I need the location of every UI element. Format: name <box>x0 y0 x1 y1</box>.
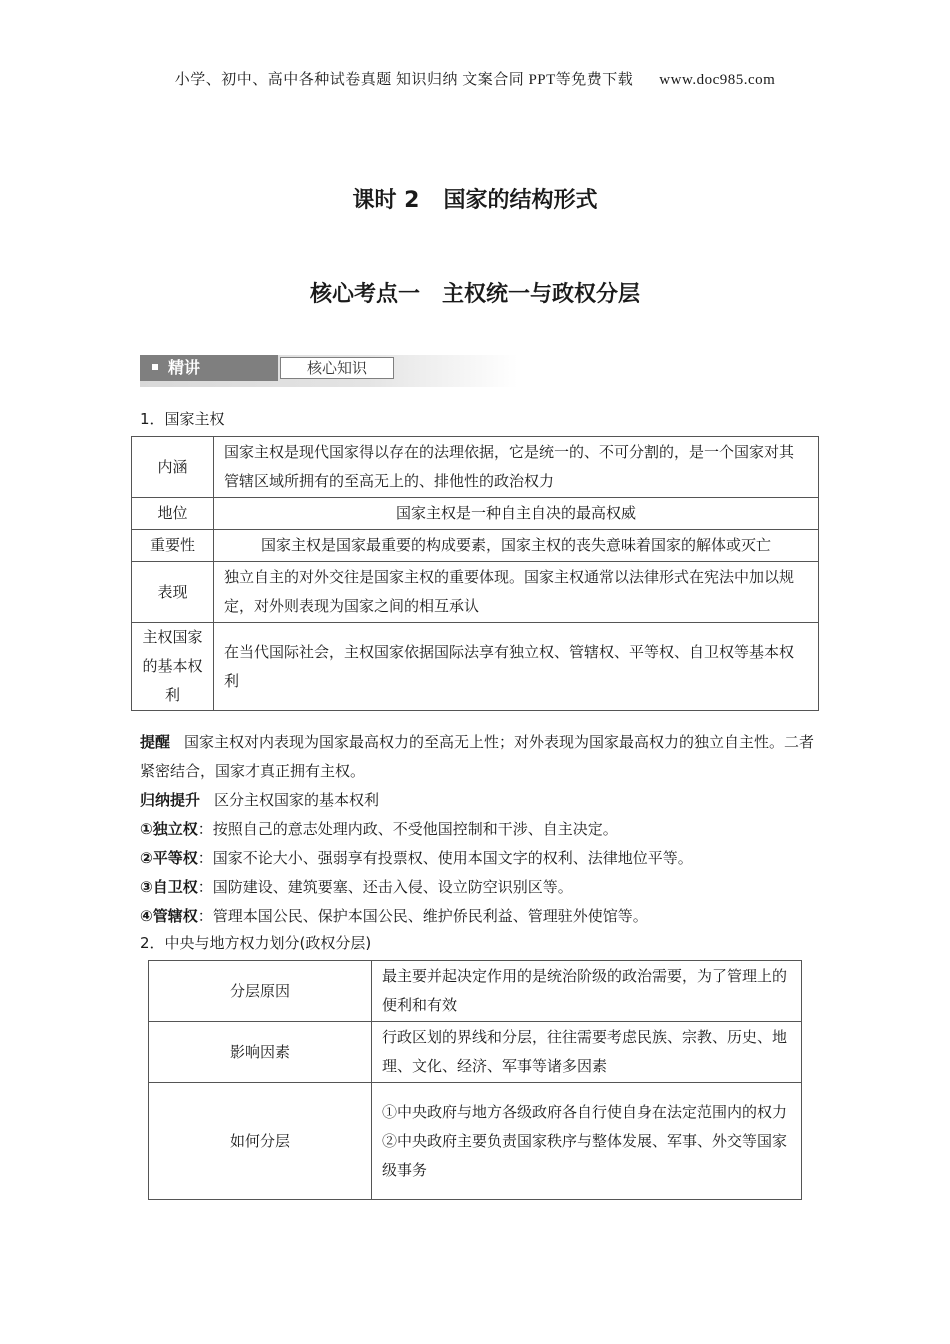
section-number: 核心考点一 <box>309 282 420 307</box>
table-row <box>132 498 819 530</box>
table-row <box>149 1022 802 1083</box>
cell-line: 最主要并起决定作用的是统治阶级的政治需要，为了管理上的便利和有效 <box>382 967 788 1014</box>
table-cell: 在当代国际社会，主权国家依据国际法享有独立权、管辖权、平等权、自卫权等基本权利 <box>214 623 819 711</box>
table-row <box>132 530 819 562</box>
table-cell <box>372 961 802 1022</box>
reminder-lead: 提醒 <box>140 733 171 751</box>
square-bullet-icon <box>152 364 158 370</box>
header-site: www.doc985.com <box>659 72 776 88</box>
lesson-number: 课时 2 <box>352 188 420 213</box>
right-desc: ：管理本国公民、保护本国公民、维护侨民利益、管理驻外使馆等。 <box>197 907 648 925</box>
summary-block <box>140 786 820 931</box>
right-desc: ：按照自己的意志处理内政、不受他国控制和干涉、自主决定。 <box>197 820 618 838</box>
heading-power-division: 2．中央与地方权力划分(政权分层) <box>140 934 372 952</box>
cell-line: 行政区划的界线和分层，往往需要考虑民族、宗教、历史、地理、文化、经济、军事等诸多因素 <box>382 1028 788 1075</box>
table-label: 内涵 <box>132 437 214 498</box>
right-name: ③自卫权 <box>140 878 198 896</box>
summary-title: 区分主权国家的基本权利 <box>214 791 380 809</box>
section-title <box>0 277 950 308</box>
table-row <box>132 437 819 498</box>
table-row <box>149 1083 802 1200</box>
right-desc: ：国家不论大小、强弱享有投票权、使用本国文字的权利、法律地位平等。 <box>197 849 693 867</box>
summary-heading <box>140 786 820 815</box>
table-label: 主权国家的基本权利 <box>132 623 214 711</box>
banner-dark-label: 精讲 <box>168 358 201 377</box>
table-label: 分层原因 <box>149 961 372 1022</box>
reminder-note <box>140 728 820 786</box>
table-cell <box>372 1022 802 1083</box>
banner-light-tab: 核心知识 <box>280 357 394 379</box>
lesson-name: 国家的结构形式 <box>443 188 598 213</box>
power-division-table <box>148 960 802 1200</box>
table-cell: 国家主权是国家最重要的构成要素，国家主权的丧失意味着国家的解体或灭亡 <box>214 530 819 562</box>
table-row <box>149 961 802 1022</box>
table-cell: 国家主权是现代国家得以存在的法理依据，它是统一的、不可分割的，是一个国家对其管辖区域所拥有的至高无上的、排他性的政治权力 <box>214 437 819 498</box>
list-item <box>140 844 820 873</box>
sovereignty-table <box>131 436 819 711</box>
table-label: 表现 <box>132 562 214 623</box>
banner-dark-tab <box>140 355 278 381</box>
heading-sovereignty: 1．国家主权 <box>140 410 225 428</box>
right-name: ②平等权 <box>140 849 198 867</box>
table-label: 重要性 <box>132 530 214 562</box>
table-cell <box>372 1083 802 1200</box>
table-label: 影响因素 <box>149 1022 372 1083</box>
right-desc: ：国防建设、建筑要塞、还击入侵、设立防空识别区等。 <box>197 878 573 896</box>
cell-line: ①中央政府与地方各级政府各自行使自身在法定范围内的权力 <box>382 1102 788 1121</box>
section-name: 主权统一与政权分层 <box>442 282 641 307</box>
table-label: 如何分层 <box>149 1083 372 1200</box>
table-label: 地位 <box>132 498 214 530</box>
right-name: ④管辖权 <box>140 907 198 925</box>
table-cell: 独立自主的对外交往是国家主权的重要体现。国家主权通常以法律形式在宪法中加以规定，对外则表现为国家之间的相互承认 <box>214 562 819 623</box>
right-name: ①独立权 <box>140 820 198 838</box>
summary-lead: 归纳提升 <box>140 791 201 809</box>
page-header <box>0 68 950 89</box>
lesson-title <box>0 183 950 214</box>
section-banner <box>140 355 518 387</box>
cell-line: ②中央政府主要负责国家秩序与整体发展、军事、外交等国家级事务 <box>382 1131 788 1179</box>
table-row <box>132 623 819 711</box>
list-item <box>140 873 820 902</box>
header-text: 小学、初中、高中各种试卷真题 知识归纳 文案合同 PPT等免费下载 <box>174 72 634 88</box>
table-cell: 国家主权是一种自主自决的最高权威 <box>214 498 819 530</box>
reminder-text: 国家主权对内表现为国家最高权力的至高无上性；对外表现为国家最高权力的独立自主性。二者紧密结合，国家才真正拥有主权。 <box>140 733 815 780</box>
table-row <box>132 562 819 623</box>
list-item <box>140 902 820 931</box>
list-item <box>140 815 820 844</box>
